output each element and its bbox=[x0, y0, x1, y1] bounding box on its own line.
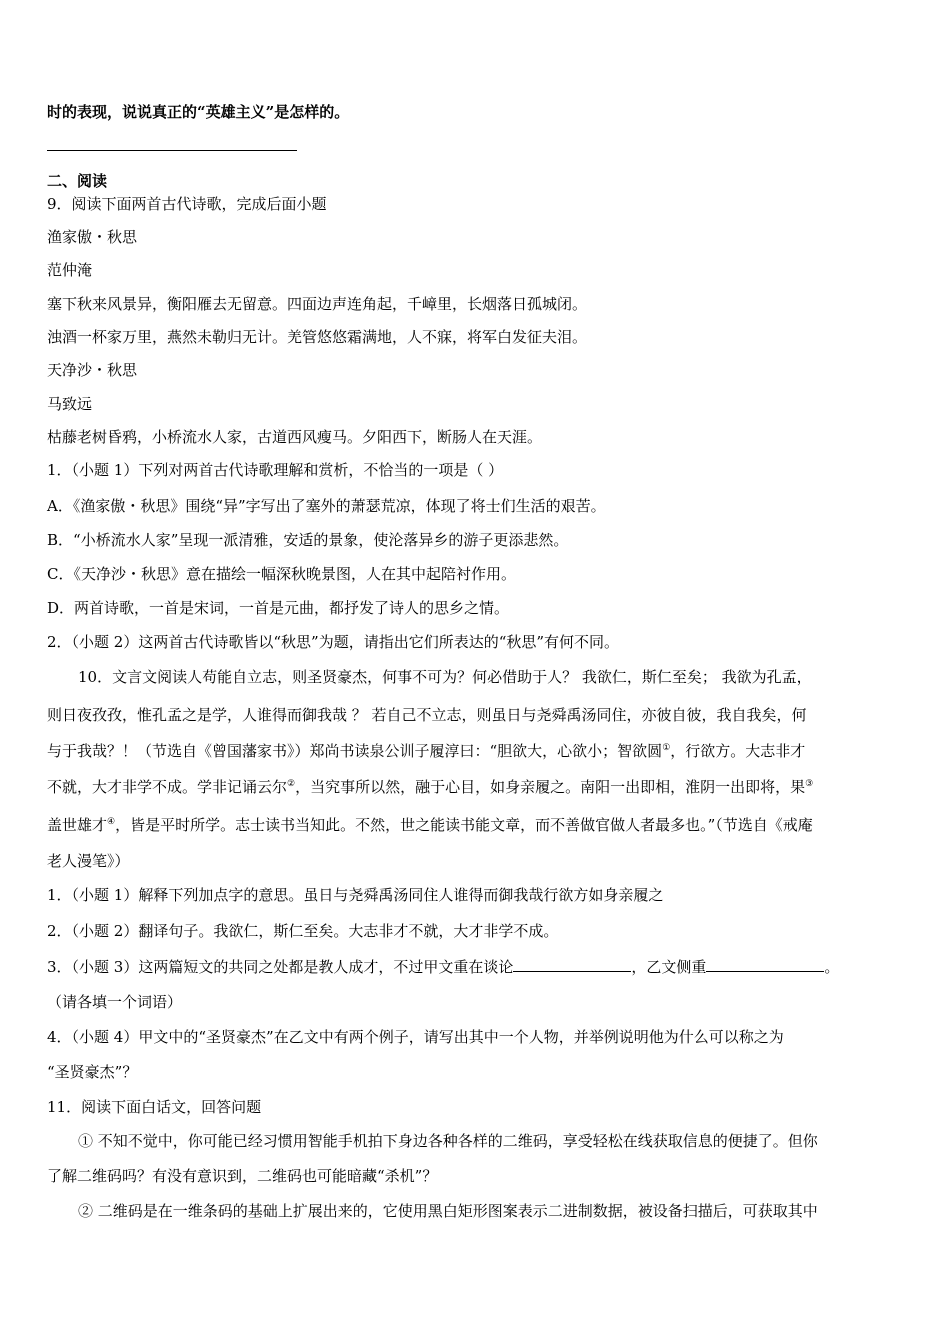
question-9-sub2: 2．（小题 2）这两首古代诗歌皆以“秋思”为题，请指出它们所表达的“秋思”有何不同。 bbox=[47, 633, 620, 651]
text-run: 盖世雄才 bbox=[47, 816, 108, 834]
question-10-sub2: 2．（小题 2）翻译句子。我欲仁，斯仁至矣。大志非才不就，大才非学不成。 bbox=[47, 922, 559, 940]
intro-tail-text: 时的表现，说说真正的“英雄主义”是怎样的。 bbox=[47, 103, 350, 121]
footnote-mark: ① bbox=[662, 743, 671, 753]
poem2-line: 枯藤老树昏鸦，小桥流水人家，古道西风瘦马。夕阳西下，断肠人在天涯。 bbox=[47, 428, 543, 446]
question-10-line bbox=[47, 815, 813, 835]
text-run: 。 bbox=[824, 958, 840, 976]
question-10-line bbox=[47, 741, 805, 761]
poem1-title: 渔家傲・秋思 bbox=[47, 228, 138, 246]
question-11-stem: 11．阅读下面白话文，回答问题 bbox=[47, 1098, 262, 1116]
option-c: C．《天净沙・秋思》意在描绘一幅深秋晚景图，人在其中起陪衬作用。 bbox=[47, 565, 516, 583]
question-10-sub3 bbox=[47, 956, 839, 977]
question-10-sub1: 1．（小题 1）解释下列加点字的意思。虽日与尧舜禹汤同住人谁得而御我哉行欲方如身亲履之 bbox=[47, 886, 664, 904]
fill-blank[interactable] bbox=[513, 956, 631, 972]
text-run: ，行欲方。大志非才 bbox=[670, 742, 806, 760]
text-run: 与于我哉？！（节选自《曾国藩家书》）郑尚书读泉公训子履淳曰：“胆欲大，心欲小；智欲圆 bbox=[47, 742, 663, 760]
question-10-line bbox=[47, 777, 813, 797]
footnote-mark: ③ bbox=[805, 779, 814, 789]
question-10-sub4: “圣贤豪杰”？ bbox=[47, 1063, 138, 1081]
section-heading: 二、阅读 bbox=[47, 172, 108, 190]
poem2-title: 天净沙・秋思 bbox=[47, 361, 138, 379]
question-9-sub1: 1．（小题 1）下列对两首古代诗歌理解和赏析，不恰当的一项是（ ） bbox=[47, 461, 504, 479]
poem1-line: 塞下秋来风景异，衡阳雁去无留意。四面边声连角起，千嶂里，长烟落日孤城闭。 bbox=[47, 295, 588, 313]
question-11-paragraph: ① 不知不觉中，你可能已经习惯用智能手机拍下身边各种各样的二维码，享受轻松在线获取信息的便捷了。但你 bbox=[78, 1132, 818, 1150]
question-10-sub4: 4．（小题 4）甲文中的“圣贤豪杰”在乙文中有两个例子，请写出其中一个人物，并举例说明他为什么可以称之为 bbox=[47, 1028, 784, 1046]
question-9-stem: 9．阅读下面两首古代诗歌，完成后面小题 bbox=[47, 195, 327, 213]
question-10-sub3-note: （请各填一个词语） bbox=[47, 993, 183, 1011]
poem1-line: 浊酒一杯家万里，燕然未勒归无计。羌管悠悠霜满地，人不寐，将军白发征夫泪。 bbox=[47, 328, 588, 346]
poem1-author: 范仲淹 bbox=[47, 261, 93, 279]
option-b: B．“小桥流水人家”呈现一派清雅，安适的景象，使沦落异乡的游子更添悲然。 bbox=[47, 531, 569, 549]
text-run: ，皆是平时所学。志士读书当知此。不然，世之能读书能文章，而不善做官做人者最多也。”（节选自《戒庵 bbox=[115, 816, 813, 834]
footnote-mark: ④ bbox=[107, 817, 116, 827]
question-10-line: 老人漫笔》） bbox=[47, 852, 130, 870]
answer-line bbox=[47, 150, 297, 151]
text-run: 3．（小题 3）这两篇短文的共同之处都是教人成才，不过甲文重在谈论 bbox=[47, 958, 514, 976]
option-a: A．《渔家傲・秋思》围绕“异”字写出了塞外的萧瑟荒凉，体现了将士们生活的艰苦。 bbox=[47, 497, 606, 515]
text-run: ，乙文侧重 bbox=[631, 958, 707, 976]
poem2-author: 马致远 bbox=[47, 395, 93, 413]
footnote-mark: ② bbox=[287, 779, 296, 789]
text-run: ，当究事所以然，融于心目，如身亲履之。南阳一出即相，淮阴一出即将，果 bbox=[295, 778, 806, 796]
text-run: 不就，大才非学不成。学非记诵云尔 bbox=[47, 778, 288, 796]
option-d: D．两首诗歌，一首是宋词，一首是元曲，都抒发了诗人的思乡之情。 bbox=[47, 599, 510, 617]
question-10-line: 10．文言文阅读人苟能自立志，则圣贤豪杰，何事不可为？何必借助于人？ 我欲仁，斯仁至矣； 我欲为孔孟， bbox=[78, 668, 812, 686]
question-10-line: 则日夜孜孜，惟孔孟之是学，人谁得而御我哉 ？ 若自己不立志，则虽日与尧舜禹汤同住，亦彼自彼，我自我矣，何 bbox=[47, 706, 807, 724]
question-11-paragraph: ② 二维码是在一维条码的基础上扩展出来的，它使用黑白矩形图案表示二进制数据，被设备扫描后，可获取其中 bbox=[78, 1202, 818, 1220]
question-11-paragraph: 了解二维码吗？有没有意识到，二维码也可能暗藏“杀机”？ bbox=[47, 1167, 438, 1185]
fill-blank[interactable] bbox=[706, 956, 824, 972]
